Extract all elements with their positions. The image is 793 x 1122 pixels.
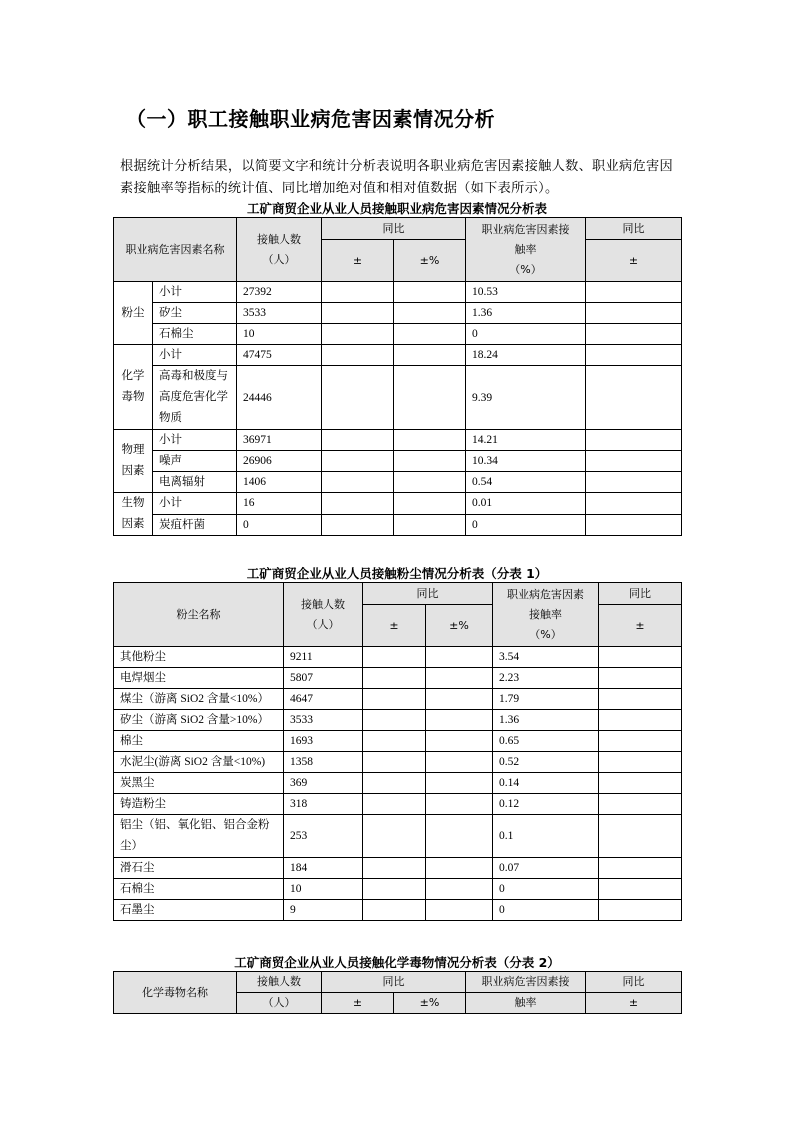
count-cell: 24446: [237, 366, 322, 430]
count-cell: 9: [284, 900, 363, 921]
table-row: [114, 731, 682, 752]
rate-cell: 0: [493, 879, 599, 900]
rate-yoy-cell: [599, 647, 682, 668]
group-name: 化学毒物: [114, 345, 153, 430]
header-plusminus: ±: [363, 605, 426, 647]
item-name: 电离辐射: [153, 472, 237, 493]
yoy-pct-cell: [426, 689, 493, 710]
yoy-pct-cell: [394, 430, 466, 451]
table-row: [114, 345, 682, 366]
rate-cell: 10.34: [466, 451, 586, 472]
header-plusminus-pct: ±%: [426, 605, 493, 647]
rate-yoy-cell: [599, 710, 682, 731]
header-factor-name: 职业病危害因素名称: [114, 218, 237, 282]
header-exposure-count-l2: （人）: [237, 993, 322, 1014]
rate-cell: 1.36: [466, 303, 586, 324]
header-plusminus2: ±: [599, 605, 682, 647]
rate-cell: 3.54: [493, 647, 599, 668]
yoy-abs-cell: [322, 324, 394, 345]
yoy-abs-cell: [322, 366, 394, 430]
item-name: 石棉尘: [153, 324, 237, 345]
dust-name: 煤尘（游离 SiO2 含量<10%）: [114, 689, 284, 710]
header-yoy2: 同比: [586, 972, 682, 993]
rate-yoy-cell: [599, 773, 682, 794]
rate-cell: 0: [466, 514, 586, 536]
table-row: [114, 282, 682, 303]
count-cell: 10: [284, 879, 363, 900]
dust-name: 铝尘（铝、氧化铝、铝合金粉尘）: [114, 815, 284, 858]
header-plusminus2: ±: [586, 240, 682, 282]
header-plusminus-pct: ±%: [394, 240, 466, 282]
count-cell: 184: [284, 858, 363, 879]
count-cell: 1693: [284, 731, 363, 752]
rate-cell: 18.24: [466, 345, 586, 366]
rate-cell: 0: [466, 324, 586, 345]
header-yoy: 同比: [363, 583, 493, 605]
header-chemical-name: 化学毒物名称: [114, 972, 237, 1014]
table-row: [114, 430, 682, 451]
table3-caption: 工矿商贸企业从业人员接触化学毒物情况分析表（分表 2）: [234, 955, 560, 970]
yoy-abs-cell: [363, 815, 426, 858]
yoy-abs-cell: [363, 752, 426, 773]
chemical-table: [113, 971, 682, 1014]
count-cell: 26906: [237, 451, 322, 472]
hazard-factor-table: [113, 217, 682, 536]
yoy-abs-cell: [322, 303, 394, 324]
header-yoy: 同比: [322, 218, 466, 240]
dust-table: [113, 582, 682, 921]
table1-caption: 工矿商贸企业从业人员接触职业病危害因素情况分析表: [246, 201, 547, 216]
table-row: [114, 752, 682, 773]
yoy-pct-cell: [394, 493, 466, 515]
dust-name: 石棉尘: [114, 879, 284, 900]
table-row: [114, 879, 682, 900]
dust-name: 其他粉尘: [114, 647, 284, 668]
rate-cell: 0.07: [493, 858, 599, 879]
rate-yoy-cell: [586, 493, 682, 515]
table-row: [114, 514, 682, 536]
yoy-abs-cell: [322, 345, 394, 366]
count-cell: 1358: [284, 752, 363, 773]
table-row: [114, 815, 682, 858]
yoy-abs-cell: [363, 689, 426, 710]
count-cell: 0: [237, 514, 322, 536]
rate-cell: 9.39: [466, 366, 586, 430]
group-name: 物理因素: [114, 430, 153, 493]
intro-paragraph: 根据统计分析结果，以简要文字和统计分析表说明各职业病危害因素接触人数、职业病危害因素接触率等指标的统计值、同比增加绝对值和相对值数据（如下表所示）。: [120, 158, 673, 195]
rate-yoy-cell: [599, 668, 682, 689]
table-row: [114, 493, 682, 515]
yoy-pct-cell: [426, 752, 493, 773]
count-cell: 1406: [237, 472, 322, 493]
count-cell: 4647: [284, 689, 363, 710]
count-cell: 253: [284, 815, 363, 858]
count-cell: 47475: [237, 345, 322, 366]
rate-cell: 0.12: [493, 794, 599, 815]
yoy-pct-cell: [394, 345, 466, 366]
table-row: [114, 710, 682, 731]
yoy-pct-cell: [426, 710, 493, 731]
rate-yoy-cell: [599, 752, 682, 773]
yoy-pct-cell: [426, 647, 493, 668]
yoy-abs-cell: [322, 514, 394, 536]
yoy-abs-cell: [363, 773, 426, 794]
table-row: [114, 451, 682, 472]
yoy-abs-cell: [322, 430, 394, 451]
yoy-abs-cell: [322, 282, 394, 303]
count-cell: 5807: [284, 668, 363, 689]
rate-yoy-cell: [599, 879, 682, 900]
rate-yoy-cell: [586, 472, 682, 493]
table-row: [114, 900, 682, 921]
rate-cell: 0.54: [466, 472, 586, 493]
table-row: [114, 773, 682, 794]
table-row: [114, 472, 682, 493]
rate-yoy-cell: [586, 366, 682, 430]
header-exposure-count: 接触人数 （人）: [284, 583, 363, 647]
rate-cell: 10.53: [466, 282, 586, 303]
item-name: 矽尘: [153, 303, 237, 324]
yoy-abs-cell: [363, 900, 426, 921]
item-name: 炭疽杆菌: [153, 514, 237, 536]
yoy-pct-cell: [394, 514, 466, 536]
dust-name: 棉尘: [114, 731, 284, 752]
dust-name: 石墨尘: [114, 900, 284, 921]
header-exposure-count-l1: 接触人数: [237, 972, 322, 993]
rate-yoy-cell: [586, 514, 682, 536]
header-plusminus2: ±: [586, 993, 682, 1014]
group-name: 粉尘: [114, 282, 153, 345]
table-row: [114, 668, 682, 689]
rate-yoy-cell: [599, 900, 682, 921]
rate-yoy-cell: [599, 858, 682, 879]
table-row: [114, 794, 682, 815]
yoy-abs-cell: [363, 668, 426, 689]
header-yoy: 同比: [322, 972, 466, 993]
yoy-pct-cell: [426, 794, 493, 815]
dust-name: 水泥尘(游离 SiO2 含量<10%): [114, 752, 284, 773]
dust-name: 铸造粉尘: [114, 794, 284, 815]
yoy-pct-cell: [394, 366, 466, 430]
rate-cell: 0.52: [493, 752, 599, 773]
yoy-pct-cell: [426, 815, 493, 858]
header-yoy2: 同比: [599, 583, 682, 605]
dust-name: 电焊烟尘: [114, 668, 284, 689]
table-row: [114, 689, 682, 710]
yoy-abs-cell: [363, 794, 426, 815]
rate-yoy-cell: [599, 731, 682, 752]
header-plusminus-pct: ±%: [394, 993, 466, 1014]
count-cell: 16: [237, 493, 322, 515]
count-cell: 3533: [237, 303, 322, 324]
item-name: 小计: [153, 430, 237, 451]
rate-yoy-cell: [586, 282, 682, 303]
yoy-abs-cell: [363, 858, 426, 879]
table2-caption: 工矿商贸企业从业人员接触粉尘情况分析表（分表 1）: [246, 566, 548, 581]
header-plusminus: ±: [322, 993, 394, 1014]
dust-name: 滑石尘: [114, 858, 284, 879]
yoy-abs-cell: [322, 493, 394, 515]
yoy-abs-cell: [322, 472, 394, 493]
rate-cell: 0.65: [493, 731, 599, 752]
header-exposure-rate-l2: 触率: [466, 993, 586, 1014]
rate-yoy-cell: [599, 794, 682, 815]
table-row: [114, 366, 682, 430]
rate-cell: 2.23: [493, 668, 599, 689]
yoy-pct-cell: [426, 731, 493, 752]
rate-cell: 1.79: [493, 689, 599, 710]
item-name: 噪声: [153, 451, 237, 472]
header-plusminus: ±: [322, 240, 394, 282]
rate-yoy-cell: [586, 451, 682, 472]
rate-cell: 14.21: [466, 430, 586, 451]
yoy-abs-cell: [363, 710, 426, 731]
rate-yoy-cell: [599, 689, 682, 710]
rate-cell: 0.14: [493, 773, 599, 794]
count-cell: 10: [237, 324, 322, 345]
yoy-abs-cell: [363, 731, 426, 752]
table-row: [114, 324, 682, 345]
dust-name: 炭黑尘: [114, 773, 284, 794]
group-name: 生物因素: [114, 493, 153, 536]
item-name: 小计: [153, 282, 237, 303]
header-yoy2: 同比: [586, 218, 682, 240]
rate-yoy-cell: [586, 430, 682, 451]
yoy-pct-cell: [426, 668, 493, 689]
table-row: [114, 647, 682, 668]
header-exposure-rate-l1: 职业病危害因素接: [466, 972, 586, 993]
header-exposure-rate: 职业病危害因素接 触率 （%）: [466, 218, 586, 282]
header-dust-name: 粉尘名称: [114, 583, 284, 647]
count-cell: 9211: [284, 647, 363, 668]
yoy-pct-cell: [394, 451, 466, 472]
rate-cell: 0: [493, 900, 599, 921]
rate-yoy-cell: [586, 324, 682, 345]
count-cell: 27392: [237, 282, 322, 303]
section-title: （一）职工接触职业病危害因素情况分析: [126, 107, 495, 131]
count-cell: 36971: [237, 430, 322, 451]
count-cell: 369: [284, 773, 363, 794]
yoy-pct-cell: [426, 773, 493, 794]
rate-yoy-cell: [599, 815, 682, 858]
yoy-abs-cell: [363, 879, 426, 900]
table-row: [114, 303, 682, 324]
dust-name: 矽尘（游离 SiO2 含量>10%）: [114, 710, 284, 731]
rate-cell: 0.1: [493, 815, 599, 858]
yoy-abs-cell: [363, 647, 426, 668]
item-name: 高毒和极度与高度危害化学物质: [153, 366, 237, 430]
count-cell: 3533: [284, 710, 363, 731]
header-exposure-rate: 职业病危害因素 接触率 （%）: [493, 583, 599, 647]
yoy-pct-cell: [394, 472, 466, 493]
rate-yoy-cell: [586, 303, 682, 324]
yoy-pct-cell: [426, 858, 493, 879]
header-exposure-count: 接触人数 （人）: [237, 218, 322, 282]
rate-cell: 1.36: [493, 710, 599, 731]
rate-yoy-cell: [586, 345, 682, 366]
table-row: [114, 858, 682, 879]
count-cell: 318: [284, 794, 363, 815]
yoy-pct-cell: [426, 879, 493, 900]
yoy-pct-cell: [394, 282, 466, 303]
rate-cell: 0.01: [466, 493, 586, 515]
yoy-pct-cell: [426, 900, 493, 921]
yoy-pct-cell: [394, 324, 466, 345]
yoy-abs-cell: [322, 451, 394, 472]
yoy-pct-cell: [394, 303, 466, 324]
item-name: 小计: [153, 493, 237, 515]
item-name: 小计: [153, 345, 237, 366]
